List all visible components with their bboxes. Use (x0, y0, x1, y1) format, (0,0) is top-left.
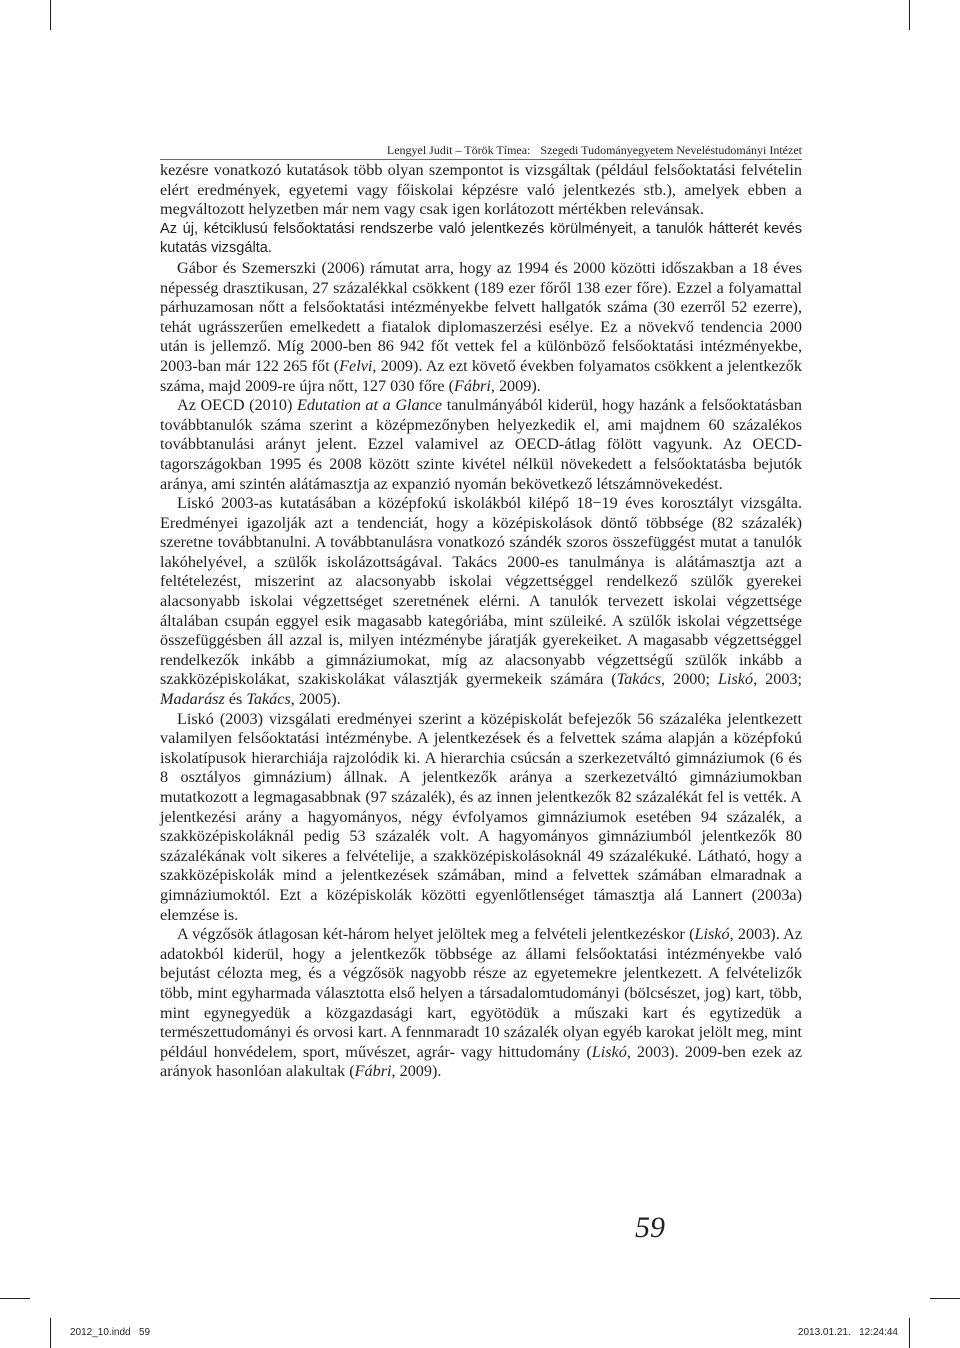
paragraph: Gábor és Szemerszki (2006) rámutat arra, hogy az 1994 és 2000 közötti időszakban a 18 éves népesség drasztikusan, 27 százalékkal csökkent (189 ezer főről 138 ezer főre). Ezzel a folyamattal párhuzamosan nőtt a felsőoktatási intézményekbe felvett hallgatók száma (30 ezerről 52 ezerre), tehát ugrásszerűen emelkedett a fiatalok diplomaszerzési esélye. Ez a növekvő tendencia 2000 után is jellemző. Míg 2000-ben 86 942 főt vettek fel a különböző felsőoktatási intézményekbe, 2003-ban már 122 265 főt (Felvi, 2009). Az ezt követő években folyamatos csökkent a jelentkezők száma, majd 2009-re újra nőtt, 127 030 főre (Fábri, 2009). (160, 258, 802, 395)
italic-citation: Liskó (694, 925, 730, 944)
page-number: 59 (635, 1211, 665, 1244)
paragraph: Liskó (2003) vizsgálati eredményei szerint a középiskolát befejezők 56 százaléka jelentkezett valamilyen felsőoktatási intézménybe. A jelentkezések és a felvettek száma alapján a középfokú iskolatípusok hierarchiája rajzolódik ki. A hierarchia csúcsán a szerkezetváltó gimnáziumok (6 és 8 osztályos gimnázium) állnak. A jelentkezők aránya a szerkezetváltó gimnáziumokban mutatkozott a legmagasabbnak (97 százalék), és az innen jelentkezők 82 százalékát fel is vették. A jelentkezési arány a hagyományos, négy évfolyamos gimnáziumok esetében 94 százalék, a szakközépiskoláknál pedig 53 százalék volt. A hagyományos gimnáziumból jelentkezők 80 százalékának volt sikeres a felvételije, a szakközépiskolásoknál 49 százalékuké. Látható, hogy a szakközépiskolák mind a jelentkezések számában, mind a felvettek számában elmaradnak a gimnáziumoktól. Ezt a középiskolák közötti egyenlőtlenséget támasztja alá Lannert (2003a) elemzése is. (160, 709, 802, 924)
crop-mark-bottom-left (0, 1298, 30, 1299)
crop-mark-bottom-right (930, 1298, 960, 1299)
slug-timestamp: 2013.01.21. 12:24:44 (797, 1327, 898, 1338)
running-head (160, 143, 802, 157)
running-head-institution: Szegedi Tudományegyetem Neveléstudományi Intézet (540, 143, 802, 157)
italic-citation: Edutation at a Glance (296, 396, 443, 415)
italic-citation: Fábri (453, 376, 491, 395)
italic-citation: Felvi (339, 356, 373, 375)
paragraph: kezésre vonatkozó kutatások több olyan szempontot is vizsgáltak (például felsőoktatási felvételin elért eredmények, egyetemi vagy főiskolai képzésre való jelentkezés stb.), amelyek ebben a megváltozott helyzetben már nem vagy csak igen korlátozott mértékben relevánsak. (160, 161, 802, 219)
crop-mark-bottom-right-vertical (909, 1318, 910, 1348)
slug-file: 2012_10.indd 59 (70, 1327, 151, 1338)
paragraph: Az új, kétciklusú felsőoktatási rendszerbe való jelentkezés körülményeit, a tanulók hátterét kevés kutatás vizsgálta. (160, 220, 802, 257)
italic-citation: Madarász (160, 690, 225, 709)
body-text (160, 161, 802, 1082)
italic-citation: Takács (616, 670, 662, 689)
running-head-authors: Lengyel Judit – Török Tímea: (386, 143, 531, 157)
crop-mark-top-right (909, 0, 910, 30)
italic-citation: Liskó (717, 670, 754, 689)
crop-mark-top-left (50, 0, 51, 30)
italic-citation: Fábri (354, 1062, 392, 1081)
header-rule (160, 159, 802, 160)
italic-citation: Liskó (591, 1042, 627, 1061)
paragraph: A végzősök átlagosan két-három helyet jelöltek meg a felvételi jelentkezéskor (Liskó, 2003). Az adatokból kiderül, hogy a jelentkezők többsége az állami felsőoktatási intézményekbe való bejutást célozta meg, és a végzősök nagyobb része az egyetemekre jelentkezett. A felvételizők több, mint egyharmada választotta első helyen a társadalomtudományi (bölcsészet, jog) kart, több, mint egynegyedük a közgazdasági kart, egyötödük a műszaki kart és egytizedük a természettudományi és orvosi kart. A fennmaradt 10 százalék olyan egyéb karokat jelölt meg, mint például honvédelem, sport, művészet, agrár- vagy hittudomány (Liskó, 2003). 2009-ben ezek az arányok hasonlóan alakultak (Fábri, 2009). (160, 925, 803, 1081)
crop-mark-bottom-left-vertical (50, 1318, 51, 1348)
italic-citation: Takács (246, 690, 291, 709)
paragraph: Az OECD (2010) Edutation at a Glance tanulmányából kiderül, hogy hazánk a felsőoktatásban továbbtanulók száma szerint a középmezőnyben helyezkedik el, ami majdnem 60 százalékos továbbtanulási arányt jelent. Ezzel valamivel az OECD-átlag fölött vagyunk. Az OECD-tagországokban 1995 és 2008 között szinte kivétel nélkül növekedett a felsőoktatásba bejutók aránya, ami szintén alátámasztja az expanzió nyomán bekövetkező létszámnövekedést. (160, 396, 802, 493)
paragraph: Liskó 2003-as kutatásában a középfokú iskolákból kilépő 18−19 éves korosztályt vizsgálta. Eredményei igazolják azt a tendenciát, hogy a középiskolások döntő többsége (82 százalék) szeretne továbbtanulni. A továbbtanulásra vonatkozó szándék szoros összefüggést mutat a tanulók lakóhelyével, a szülők iskolázottságával. Takács 2000-es tanulmánya is alátámasztja azt a feltételezést, miszerint az alacsonyabb iskolai végzettséggel rendelkező szülők gyerekei alacsonyabb iskolai végzettséget szeretnének elérni. A tanulók tervezett iskolai végzettsége általában csupán eggyel esik magasabb kategóriába, mint szüleiké. A szülők iskolai végzettsége összefüggésben áll azzal is, milyen intézménybe járatják gyerekeiket. A magasabb végzettséggel rendelkezők inkább a gimnáziumokat, míg az alacsonyabb végzettségű szülők inkább a szakközépiskolákat, szakiskolákat választják gyermekeik számára (Takács, 2000; Liskó, 2003; Madarász és Takács, 2005). (160, 494, 803, 709)
